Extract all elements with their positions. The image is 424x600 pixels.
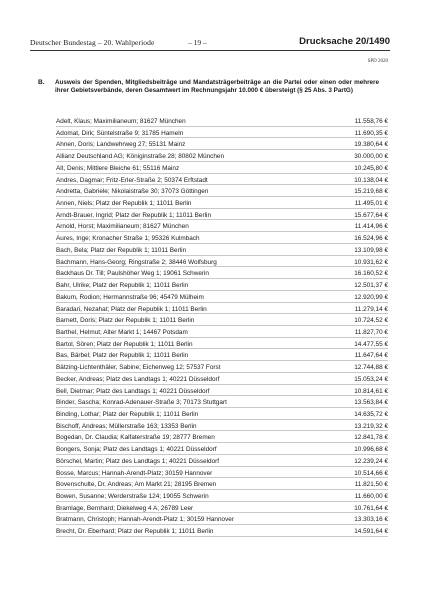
donation-amount: 15.219,68 € (354, 188, 388, 196)
row-divider (56, 536, 388, 537)
row-divider (56, 196, 388, 197)
donor-name: Annen, Niels; Platz der Republik 1; 11011 Berlin (56, 200, 192, 208)
donation-amount: 10.245,80 € (354, 164, 388, 172)
donation-amount: 11.279,14 € (354, 305, 388, 313)
list-item (56, 210, 388, 222)
list-item (56, 233, 388, 245)
list-item (56, 514, 388, 526)
donation-amount: 16.160,52 € (354, 270, 388, 278)
donation-amount: 12.841,78 € (354, 434, 388, 442)
row-divider (56, 348, 388, 349)
header-rule (30, 50, 390, 51)
list-item (56, 116, 388, 128)
donor-name: Bongers, Sonja; Platz des Landtags 1; 40221 Düsseldorf (56, 446, 217, 454)
list-item (56, 350, 388, 362)
donation-amount: 14.591,64 € (354, 528, 388, 536)
donation-amount: 13.219,32 € (354, 422, 388, 430)
donation-amount: 11.647,64 € (354, 352, 388, 360)
donor-name: Bas, Bärbel; Platz der Republik 1; 11011 Berlin (56, 352, 189, 360)
row-divider (56, 266, 388, 267)
section-letter: B. (38, 79, 45, 86)
header-publisher: Deutscher Bundestag – 20. Wahlperiode (30, 38, 155, 47)
row-divider (56, 137, 388, 138)
list-item (56, 374, 388, 386)
donation-amount: 10.931,62 € (354, 258, 388, 266)
list-item (56, 186, 388, 198)
row-divider (56, 360, 388, 361)
donation-amount: 12.501,37 € (354, 282, 388, 290)
row-divider (56, 173, 388, 174)
donation-amount: 10.514,66 € (354, 469, 388, 477)
list-item (56, 444, 388, 456)
donation-amount: 12.920,99 € (354, 293, 388, 301)
list-item (56, 163, 388, 175)
donor-name: Börschel, Martin; Platz des Landtags 1; 40221 Düsseldorf (56, 457, 220, 465)
row-divider (56, 524, 388, 525)
row-divider (56, 313, 388, 314)
donor-name: Adomat, Dirk; Süntelstraße 9; 31785 Hameln (56, 129, 184, 137)
donation-list (56, 116, 388, 538)
row-divider (56, 208, 388, 209)
donation-amount: 10.996,68 € (354, 446, 388, 454)
row-divider (56, 477, 388, 478)
donor-name: Bosse, Marcus; Hannah-Arendt-Platz; 30159 Hannover (56, 469, 213, 477)
row-divider (56, 161, 388, 162)
donor-name: Bramlage, Bernhard; Diekelweg 4 A; 26789 Leer (56, 504, 194, 512)
donor-name: Ahnen, Doris; Landwehrweg 27; 55131 Mainz (56, 141, 186, 149)
list-item (56, 139, 388, 151)
row-divider (56, 231, 388, 232)
donor-name: Bach, Bela; Platz der Republik 1; 11011 Berlin (56, 246, 187, 254)
donor-name: Bahr, Ulrike; Platz der Republik 1; 11011 Berlin (56, 282, 189, 290)
donor-name: Andretta, Gabriele; Nikolaistraße 30; 37073 Göttingen (56, 188, 209, 196)
donor-name: Barthel, Helmut; Alter Markt 1; 14467 Potsdam (56, 328, 188, 336)
list-item (56, 479, 388, 491)
donation-amount: 10.138,04 € (354, 176, 388, 184)
list-item (56, 491, 388, 503)
list-item (56, 432, 388, 444)
list-item (56, 304, 388, 316)
donation-amount: 11.827,70 € (354, 328, 388, 336)
row-divider (56, 278, 388, 279)
list-item (56, 386, 388, 398)
donation-amount: 12.744,88 € (354, 364, 388, 372)
list-item (56, 257, 388, 269)
row-divider (56, 384, 388, 385)
row-divider (56, 454, 388, 455)
donor-name: Becker, Andreas; Platz des Landtags 1; 40221 Düsseldorf (56, 375, 220, 383)
row-divider (56, 372, 388, 373)
list-item (56, 198, 388, 210)
donation-amount: 11.558,76 € (354, 118, 388, 125)
row-divider (56, 466, 388, 467)
list-item (56, 456, 388, 468)
row-divider (56, 337, 388, 338)
row-divider (56, 407, 388, 408)
donor-name: Aures, Inge; Kronacher Straße 1; 95326 Kulmbach (56, 235, 200, 243)
donor-name: Bowen, Susanne; Werderstraße 124; 19055 Schwerin (56, 493, 209, 500)
row-divider (56, 243, 388, 244)
list-item (56, 280, 388, 292)
row-divider (56, 512, 388, 513)
list-item (56, 409, 388, 421)
donor-name: Bartol, Sören; Platz der Republik 1; 11011 Berlin (56, 340, 193, 348)
donor-name: Adelt, Klaus; Maximilianeum; 81627 München (56, 118, 186, 125)
row-divider (56, 255, 388, 256)
row-divider (56, 489, 388, 490)
donation-amount: 13.563,84 € (354, 399, 388, 407)
donation-amount: 10.814,61 € (354, 387, 388, 395)
row-divider (56, 419, 388, 420)
row-divider (56, 302, 388, 303)
list-item (56, 468, 388, 480)
page-number: – 19 – (188, 38, 207, 47)
list-item (56, 175, 388, 187)
donor-name: Arnold, Horst; Maximilianeum; 81627 München (56, 223, 189, 231)
donation-amount: 10.761,64 € (354, 504, 388, 512)
donor-name: Binder, Sascha; Konrad-Adenauer-Straße 3; 70173 Stuttgart (56, 399, 227, 407)
donation-amount: 13.109,98 € (354, 246, 388, 254)
list-item (56, 221, 388, 233)
list-item (56, 339, 388, 351)
list-item (56, 421, 388, 433)
donation-amount: 30.000,00 € (354, 153, 388, 161)
donor-name: Brecht, Dr. Eberhard; Platz der Republik 1; 11011 Berlin (56, 528, 214, 536)
row-divider (56, 184, 388, 185)
donor-name: Bogedan, Dr. Claudia; Kalfaterstraße 19; 28777 Bremen (56, 434, 215, 442)
row-divider (56, 126, 388, 127)
donor-name: Andres, Dagmar; Fritz-Erler-Straße 2; 50374 Erftstadt (56, 176, 208, 184)
row-divider (56, 325, 388, 326)
donor-name: Bratmann, Christoph; Hannah-Arendt-Platz 1; 30159 Hannover (56, 516, 234, 524)
list-item (56, 151, 388, 163)
list-item (56, 292, 388, 304)
donation-amount: 11.414,96 € (354, 223, 388, 231)
list-item (56, 397, 388, 409)
list-item (56, 315, 388, 327)
donor-name: Bachmann, Hans-Georg; Ringstraße 2; 38446 Wolfsburg (56, 258, 217, 266)
donation-amount: 11.690,35 € (354, 129, 388, 137)
donor-name: Backhaus Dr. Till; Paulshöher Weg 1; 19061 Schwerin (56, 270, 209, 278)
donation-amount: 15.677,64 € (354, 211, 388, 219)
donor-name: Bell, Dietmar; Platz des Landtags 1; 40221 Düsseldorf (56, 387, 210, 395)
row-divider (56, 501, 388, 502)
row-divider (56, 395, 388, 396)
donor-name: Bovenschulte, Dr. Andreas; Am Markt 21; 28195 Bremen (56, 481, 217, 489)
source-stamp: SPD 2020 (367, 59, 388, 64)
list-item (56, 526, 388, 538)
donor-name: Alt, Denis; Mittlere Bleiche 61; 55116 Mainz (56, 164, 180, 172)
donation-amount: 14.477,55 € (354, 340, 388, 348)
donation-amount: 14.635,72 € (354, 410, 388, 418)
list-item (56, 245, 388, 257)
donation-amount: 16.524,96 € (354, 235, 388, 243)
donor-name: Baradari, Nezahat; Platz der Republik 1; 11011 Berlin (56, 305, 207, 313)
donation-amount: 10.724,52 € (354, 317, 388, 325)
list-item (56, 362, 388, 374)
donation-amount: 11.495,01 € (354, 200, 388, 208)
section-title: Ausweis der Spenden, Mitgliedsbeiträge und Mandatsträgerbeiträge an die Partei oder einen oder mehrere ihrer Gebietsverbände, deren Gesamtwert im Rechnungsjahr 10.000 € übersteigt (§ 25 Abs. 3 PartG) (55, 79, 379, 94)
donor-name: Barnett, Doris; Platz der Republik 1; 11011 Berlin (56, 317, 195, 325)
list-item (56, 503, 388, 515)
list-item (56, 327, 388, 339)
page-header (0, 0, 424, 64)
row-divider (56, 430, 388, 431)
donation-amount: 19.380,64 € (354, 141, 388, 149)
row-divider (56, 219, 388, 220)
list-item (56, 268, 388, 280)
list-item (56, 128, 388, 140)
donation-amount: 11.660,00 € (354, 493, 388, 500)
document-number: Drucksache 20/1490 (299, 36, 390, 47)
row-divider (56, 290, 388, 291)
donor-name: Binding, Lothar; Platz der Republik 1; 11011 Berlin (56, 410, 199, 418)
donation-amount: 13.303,16 € (354, 516, 388, 524)
row-divider (56, 149, 388, 150)
donation-amount: 12.239,24 € (354, 457, 388, 465)
row-divider (56, 442, 388, 443)
donor-name: Arndt-Brauer, Ingrid; Platz der Republik 1; 11011 Berlin (56, 211, 211, 219)
donation-amount: 11.821,50 € (354, 481, 388, 489)
donation-amount: 15.053,24 € (354, 375, 388, 383)
donor-name: Bätzing-Lichtenthäler, Sabine; Eichenweg 12; 57537 Forst (56, 364, 221, 372)
donor-name: Bakum, Rodion; Hermannstraße 96; 45479 Mülheim (56, 293, 204, 301)
donor-name: Bischoff, Andreas; Müllerstraße 163; 13353 Berlin (56, 422, 197, 430)
donor-name: Allianz Deutschland AG; Königinstraße 28; 80802 München (56, 153, 225, 161)
